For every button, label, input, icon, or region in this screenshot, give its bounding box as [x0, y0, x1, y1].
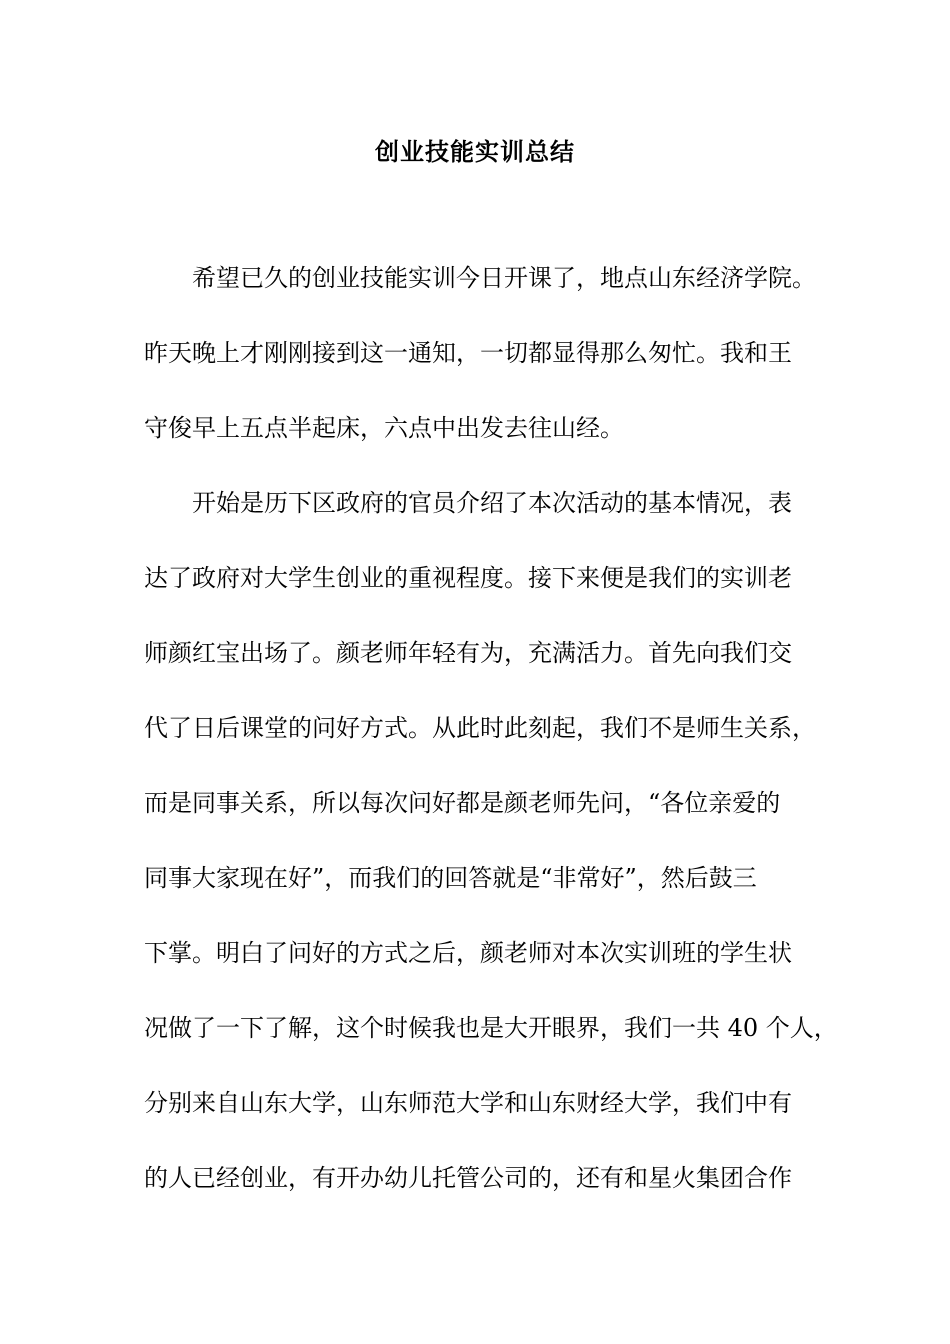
- paragraph-line: 守俊早上五点半起床，六点中出发去往山经。: [144, 414, 624, 442]
- paragraph-line: 的人已经创业，有开办幼儿托管公司的，还有和星火集团合作: [144, 1164, 792, 1192]
- paragraph-line: 况做了一下了解，这个时候我也是大开眼界，我们一共 40 个人，: [144, 1014, 838, 1042]
- paragraph-line: 达了政府对大学生创业的重视程度。接下来便是我们的实训老: [144, 564, 792, 592]
- paragraph-line: 同事大家现在好”，而我们的回答就是“非常好”，然后鼓三: [144, 864, 757, 892]
- paragraph-line: 下掌。明白了问好的方式之后，颜老师对本次实训班的学生状: [144, 939, 792, 967]
- paragraph-line: 而是同事关系，所以每次问好都是颜老师先问，“各位亲爱的: [144, 789, 781, 817]
- paragraph-line: 希望已久的创业技能实训今日开课了，地点山东经济学院。: [192, 264, 816, 292]
- paragraph-line: 代了日后课堂的问好方式。从此时此刻起，我们不是师生关系，: [144, 714, 816, 742]
- paragraph-line: 昨天晚上才刚刚接到这一通知，一切都显得那么匆忙。我和王: [144, 339, 792, 367]
- paragraph-line: 师颜红宝出场了。颜老师年轻有为，充满活力。首先向我们交: [144, 639, 792, 667]
- paragraph-line: 开始是历下区政府的官员介绍了本次活动的基本情况，表: [192, 489, 792, 517]
- paragraph-line: 分别来自山东大学，山东师范大学和山东财经大学，我们中有: [144, 1089, 792, 1117]
- document-title: 创业技能实训总结: [375, 137, 575, 166]
